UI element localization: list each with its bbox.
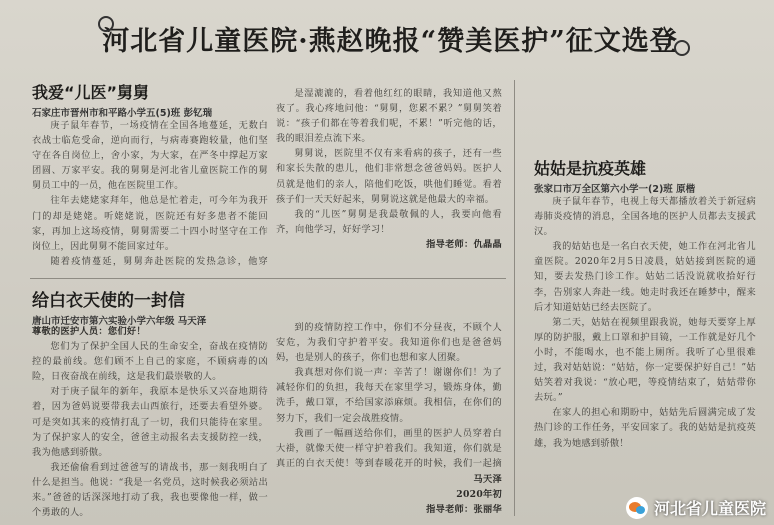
article-letter-col2 — [276, 320, 502, 470]
article-letter-signoff — [380, 472, 502, 520]
advisor: 指导老师：仇晶晶 — [426, 238, 502, 250]
article-title: 我爱“儿医”舅舅 — [32, 83, 150, 102]
wechat-watermark — [626, 496, 766, 519]
article-uncle-col1 — [32, 118, 268, 271]
divider — [30, 278, 506, 279]
article-byline: 张家口市万全区第六小学一(2)班 原楷 — [534, 184, 696, 195]
article-byline: 唐山市迁安市第六实验小学六年级 马天泽 — [32, 316, 207, 327]
paragraph: 我还偷偷看到过爸爸写的请战书，那一刻我明白了什么是担当。他说：“我是一名党员，这时候我必须站出来。”爸爸的话深深地打动了我，我也要像他一样，做一个勇敢的人。 — [32, 461, 268, 519]
paragraph: 舅舅说，医院里不仅有来看病的孩子，还有一些和家长失散的患儿，他们非常想念爸爸妈妈。医护人员就是他们的亲人，陪他们吃饭，哄他们睡觉。看着孩子们一天天好起来，舅舅说这就是他最大的幸福。 — [276, 148, 502, 205]
advisor: 指导老师：张丽华 — [426, 504, 502, 516]
paragraph: 随着疫情蔓延，舅舅奔赴医院的发热急诊，他穿 — [50, 255, 268, 267]
page-banner — [90, 16, 690, 60]
paragraph: 庚子鼠年春节，一场疫情在全国各地蔓延，无数白衣战士临危受命，逆向而行，与病毒赛跑较量，他们坚守在各自岗位上，舍小家，为大家，在严冬中撑起万家团圆、万家平安。我的舅舅是河北省儿童医院工作的舅舅员工中的一员，他在医院里工作。 — [32, 120, 268, 192]
wechat-logo-icon — [626, 497, 648, 519]
banner-title: 河北省儿童医院·燕赵晚报“赞美医护”征文选登 — [102, 25, 678, 57]
ornament-right — [674, 40, 690, 56]
article-aunt — [534, 156, 695, 195]
article-uncle-col2 — [276, 86, 502, 276]
paragraph: 对于庚子鼠年的新年，我原本是快乐又兴奋地期待着，因为爸妈说要带我去山西旅行，还要去看望外婆。可是突如其来的疫情打乱了一切，我们只能待在家里。为了保护家人的安全，爸爸主动报名去支援防控一线，我为他感到骄傲。 — [32, 386, 268, 458]
article-aunt-col1 — [534, 194, 756, 484]
column-divider — [514, 80, 515, 516]
paragraph: 到的疫情防控工作中，你们不分昼夜，不顾个人安危，为我们守护着平安。我知道你们也是爸爸妈妈，也是别人的孩子，你们也想和家人团聚。 — [276, 322, 502, 364]
salutation: 尊敬的医护人员：您们好！ — [32, 326, 146, 337]
paragraph: 是湿漉漉的，看着他红红的眼睛，我知道他又熬夜了。我心疼地问他：“舅舅，您累不累？”舅舅笑着说：“孩子们都在等着我们呢，不累！”听完他的话，我的眼泪差点流下来。 — [276, 88, 502, 145]
paragraph: 在家人的担心和期盼中，姑姑先后圆满完成了发热门诊的工作任务，平安回家了。我的姑姑是抗疫英雄，我为她感到骄傲！ — [534, 407, 756, 449]
paragraph: 往年去姥姥家拜年，他总是忙着走，可今年为我开门的却是姥姥。听姥姥说，医院还有好多患者不能回家，再加上这场疫情，舅舅需要二十四小时坚守在工作岗位上，因此舅舅不能回家过年。 — [32, 195, 268, 252]
paragraph: 第二天，姑姑在视频里跟我说，她每天要穿上厚厚的防护服，戴上口罩和护目镜，一工作就是好几个小时，不能喝水，也不能上厕所。我听了心里很难过，我对姑姑说：“姑姑，你一定要保护好自己！”姑姑笑着对我说：“放心吧，等疫情结束了，姑姑带你去玩。” — [534, 316, 756, 404]
article-letter-col1 — [32, 324, 268, 520]
paragraph: 我的“儿医”舅舅是我最敬佩的人，我要向他看齐，向他学习，好好学习！ — [276, 208, 502, 235]
article-letter — [32, 286, 206, 327]
signature: 马天泽 — [473, 474, 502, 485]
article-uncle — [32, 80, 212, 119]
date: 2020年初 — [456, 489, 502, 501]
paragraph: 您们为了保护全国人民的生命安全，奋战在疫情防控的最前线。您们顾不上自己的家庭，不顾病毒的凶险，日夜奋战在前线，这是我们最崇敬的人。 — [32, 341, 268, 383]
article-title: 给白衣天使的一封信 — [32, 291, 185, 311]
paragraph: 我画了一幅画送给你们，画里的医护人员穿着白大褂，就像天使一样守护着我们。我知道，你们就是真正的白衣天使！等到春暖花开的时候，我们一起摘 — [276, 427, 502, 469]
watermark-label: 河北省儿童医院 — [653, 499, 766, 518]
paragraph: 庚子鼠年春节，电视上每天都播放着关于新冠病毒肺炎疫情的消息，全国各地的医护人员都去支援武汉。 — [534, 196, 756, 238]
article-byline: 石家庄市晋州市和平路小学五(5)班 彭钇瑞 — [32, 108, 213, 119]
ornament-left — [98, 16, 114, 32]
paragraph: 我真想对你们说一声：辛苦了！谢谢你们！为了减轻你们的负担，我每天在家里学习，锻炼身体，勤洗手，戴口罩，不给国家添麻烦。我相信，在你们的努力下，我们一定会战胜疫情。 — [276, 367, 502, 424]
article-title: 姑姑是抗疫英雄 — [534, 159, 647, 178]
paragraph: 我的姑姑也是一名白衣天使，她工作在河北省儿童医院。2020年2月5日凌晨，姑姑接到医院的通知，要去发热门诊工作。姑姑二话没说就收拾好行李，告别家人奔赴一线。她走时我还在睡梦中，醒来后才知道姑姑已经去医院了。 — [534, 241, 756, 313]
